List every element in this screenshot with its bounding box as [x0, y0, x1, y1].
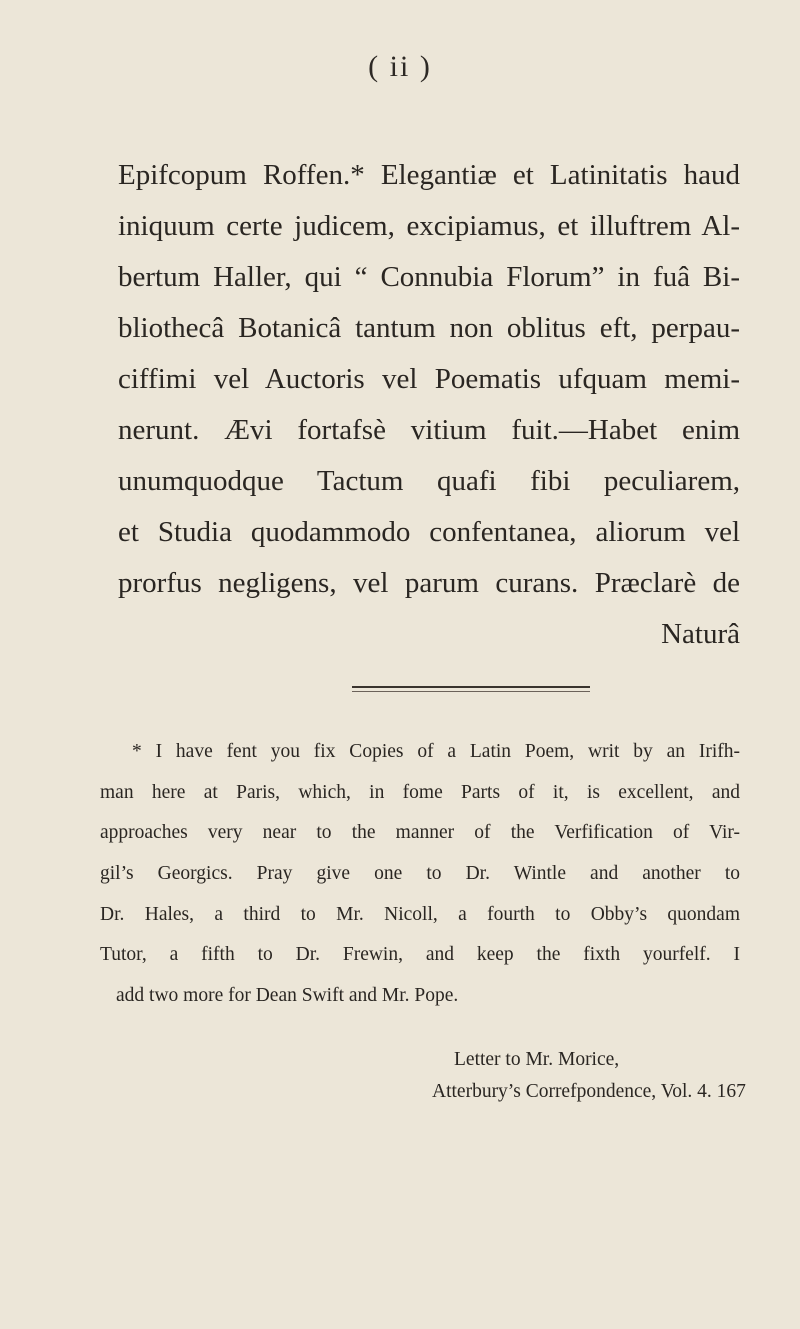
- text-line: bertum Haller, qui “ Connubia Florum” in fuâ Bi-: [118, 261, 740, 293]
- footnote-line: add two more for Dean Swift and Mr. Pope.: [116, 985, 459, 1007]
- text-line: Epifcopum Roffen.* Elegantiæ et Latinitatis haud: [118, 159, 740, 191]
- footnote-line: gil’s Georgics. Pray give one to Dr. Wintle and another to: [100, 863, 740, 885]
- footnote: [100, 732, 740, 1017]
- main-paragraph: [118, 150, 740, 660]
- footnote-line: man here at Paris, which, in fome Parts of it, is excellent, and: [100, 781, 740, 803]
- text-line: iniquum certe judicem, excipiamus, et illuftrem Al-: [118, 210, 740, 242]
- footnote-divider: [352, 686, 590, 688]
- citation-line: Atterbury’s Correfpondence, Vol. 4. 167: [432, 1081, 746, 1102]
- page-number: ( ii ): [368, 50, 432, 83]
- footnote-line: approaches very near to the manner of the Verfification of Vir-: [100, 822, 740, 844]
- text-line: prorfus negligens, vel parum curans. Præclarè de: [118, 567, 740, 599]
- citation-line: Letter to Mr. Morice,: [454, 1049, 620, 1070]
- text-line: unumquodque Tactum quafi fibi peculiarem,: [118, 465, 740, 497]
- text-line: nerunt. Ævi fortafsè vitium fuit.—Habet enim: [118, 414, 740, 446]
- text-line: bliothecâ Botanicâ tantum non oblitus eft, perpau-: [118, 312, 740, 344]
- footnote-citation: [432, 1044, 746, 1108]
- footnote-line: * I have fent you fix Copies of a Latin Poem, writ by an Irifh-: [132, 741, 740, 762]
- footnote-line: Tutor, a fifth to Dr. Frewin, and keep the fixth yourfelf. I: [100, 944, 740, 966]
- text-line: et Studia quodammodo confentanea, aliorum vel: [118, 516, 740, 548]
- footnote-line: Dr. Hales, a third to Mr. Nicoll, a fourth to Obby’s quondam: [100, 903, 740, 925]
- text-line: ciffimi vel Auctoris vel Poematis ufquam memi-: [118, 363, 740, 395]
- catchword: Naturâ: [661, 618, 740, 650]
